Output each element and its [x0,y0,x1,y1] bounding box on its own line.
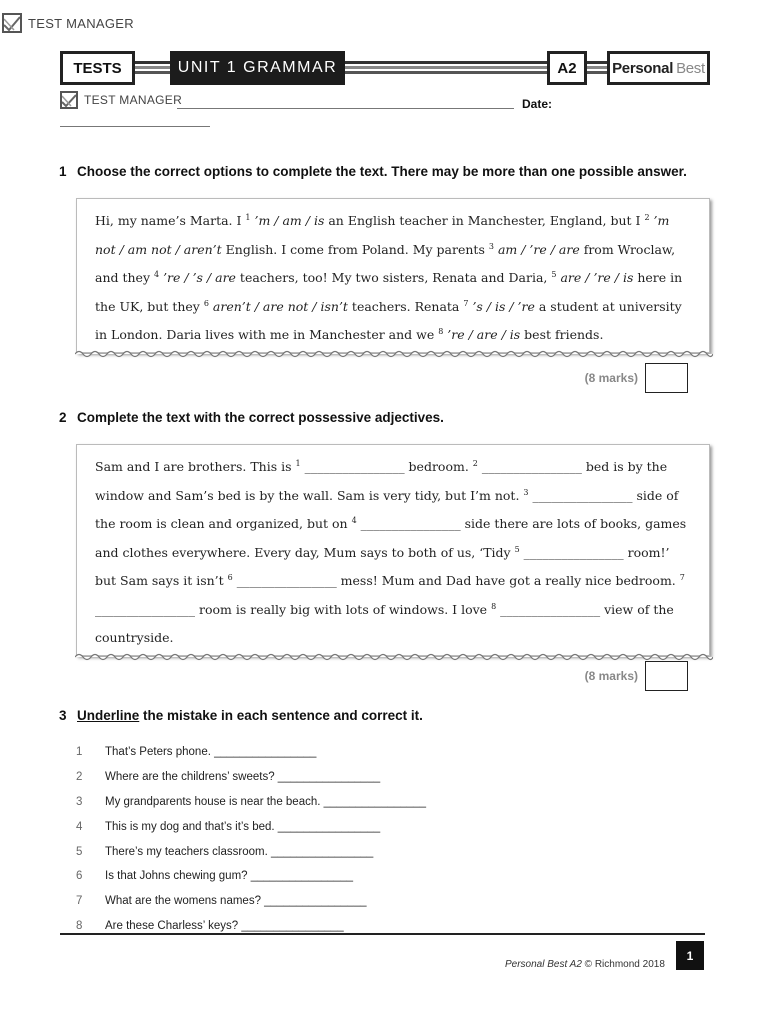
page-number: 1 [676,941,704,970]
level-badge: A2 [547,51,587,85]
item-text[interactable]: There’s my teachers classroom. ________________ [105,845,374,858]
list-item [76,839,426,864]
item-text[interactable]: That’s Peters phone. ________________ [105,746,317,759]
footer-credit [505,959,665,970]
item-number: 8 [76,919,83,932]
question-3-list [76,740,426,938]
brand-part-1: Personal [612,59,674,77]
question-number: 2 [59,410,67,425]
item-number: 2 [76,771,83,784]
torn-edge [75,349,713,359]
question-number: 3 [59,708,67,723]
checkmark-icon [60,91,78,109]
list-item [76,765,426,790]
test-manager-logo-text: TEST MANAGER [28,15,134,31]
item-number: 4 [76,820,83,833]
marks-label: (8 marks) [584,669,638,683]
personal-best-logo [607,51,710,85]
name-field[interactable] [177,108,514,109]
question-2-heading [59,410,444,425]
item-text[interactable]: Is that Johns chewing gum? ________________ [105,870,354,883]
unit-header-bar [60,51,710,85]
item-number: 1 [76,746,83,759]
item-number: 3 [76,795,83,808]
tests-label: TESTS [60,51,135,85]
item-text[interactable]: Where are the childrens’ sweets? ________________ [105,771,381,784]
marks-box[interactable] [645,661,688,691]
passage-text: Sam and I are brothers. This is $^1$ ________________ bedroom. $^2$ ________________ bed is by the window and Sam’s bed is by the wall. Sam is very tidy, but I’m not. $^3$ ________________ side of the room is clean and organized, but on $^4$ ________________ side there are lots of books, games and clothes everywhere. Every day, Mum says to both of us, ‘Tidy $^5$ ________________ room!’ but Sam says it isn’t $^6$ ________________ mess! Mum and Dad have got a really nice bedroom. $^7$ ________________ room is really big with lots of windows. I love $^8$ ________________ view of the countryside. [95,458,687,645]
item-text[interactable]: What are the womens names? ________________ [105,895,367,908]
footer-rule [60,933,705,935]
marks-box[interactable] [645,363,688,393]
list-item [76,889,426,914]
list-item [76,740,426,765]
question-1-text-panel [76,198,710,353]
test-manager-logo-text: TEST MANAGER [84,93,183,107]
list-item [76,864,426,889]
marks-label: (8 marks) [584,371,638,385]
item-number: 7 [76,895,83,908]
test-manager-logo-small [60,91,182,109]
test-manager-logo [2,13,134,33]
item-text[interactable]: This is my dog and that’s it’s bed. ________________ [105,820,381,833]
list-item [76,814,426,839]
underline-keyword: Underline [77,708,140,723]
date-field[interactable] [60,126,210,127]
question-3-heading [59,708,423,723]
question-instruction: Complete the text with the correct possessive adjectives. [77,410,444,425]
question-instruction [77,708,423,723]
footer-copyright: © Richmond 2018 [581,959,665,970]
item-number: 6 [76,870,83,883]
question-1-heading [59,164,687,179]
unit-title: UNIT 1 GRAMMAR [170,51,345,85]
question-instruction: Choose the correct options to complete the text. There may be more than one possible answer. [77,164,687,179]
question-number: 1 [59,164,67,179]
date-label: Date: [522,97,553,111]
item-text[interactable]: Are these Charless’ keys? ________________ [105,919,344,932]
item-number: 5 [76,845,83,858]
passage-text: Hi, my name’s Marta. I $^1$ ’m / am / is an English teacher in Manchester, England, but I $^2$ ’m not / am not / aren’t English. I come from Poland. My parents $^3$ am / ’re / are from Wroclaw, and they $^4$ ’re / ’s / are teachers, too! My two sisters, Renata and Daria, $^5$ are / ’re / is here in the UK, but they $^6$ aren’t / are not / isn’t teachers. Renata $^7$ ’s / is / ’re a student at university in London. Daria lives with me in Manchester and we $^8$ ’re / are / is best friends. [95,212,683,342]
item-text[interactable]: My grandparents house is near the beach. ________________ [105,795,426,808]
footer-book-title: Personal Best A2 [505,959,582,970]
instruction-rest: the mistake in each sentence and correct it. [139,708,423,723]
question-2-text-panel [76,444,710,656]
brand-part-2: Best [676,59,705,77]
list-item [76,790,426,815]
torn-edge [75,652,713,662]
checkmark-icon [2,13,22,33]
